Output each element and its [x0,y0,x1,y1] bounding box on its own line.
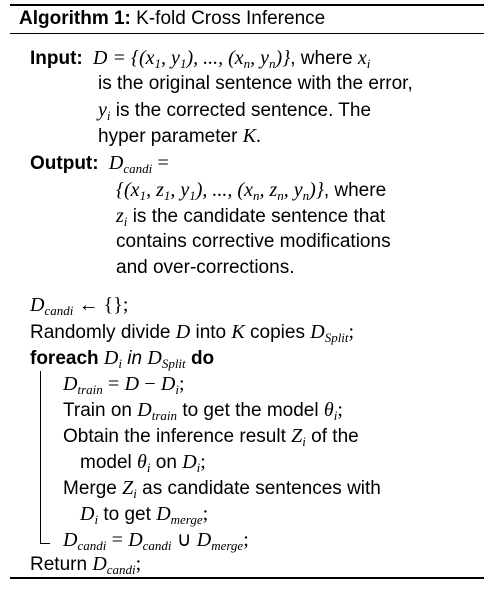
input-line-2: is the original sentence with the error, [98,73,413,94]
return-line: Return $D_{candi}$; [30,553,142,577]
input-line-4: hyper parameter K. [98,125,262,147]
divide-line: Randomly divide D into K copies $D_{Split}$; [30,321,355,345]
input-line-1: Input: $D = \{(x_1$, $y_1$), ..., ($x_n$, $y_n$)}, where $x_i$ [30,47,371,71]
train-model-line: Train on $D_{train}$ to get the model $\theta_i$; [63,399,343,423]
init-line: $D_{candi}$ ← {}; [30,294,129,318]
algorithm-label: Algorithm 1: [19,8,131,29]
output-line-4: contains corrective modifications [116,231,391,252]
algorithm-title: K-fold Cross Inference [136,8,326,29]
header-rule [10,33,484,34]
output-line-2: {($x_1$, $z_1$, $y_1$), ..., ($x_n$, $z_n$, $y_n$)}, where [116,179,387,203]
input-dataset: $D = \{(x_1$, $y_1$), ..., ($x_n$, $y_n$)} [88,47,291,71]
merge-line-2: $D_i$ to get $D_{merge}$; [80,503,209,527]
foreach-line: foreach $D_i$ in $D_{Split}$ do [30,347,215,371]
obtain-line-2: model $\theta_i$ on $D_i$; [80,451,206,475]
union-line: $D_{candi} = D_{candi}$ ∪ $D_{merge}$; [63,529,249,553]
output-line-3: $z_i$ is the candidate sentence that [116,205,386,229]
input-keyword: Input: [30,48,83,69]
input-where: , where [290,48,353,69]
input-line-3: $y_i$ is the corrected sentence. The [98,99,372,123]
output-line-5: and over-corrections. [116,257,295,278]
loop-bracket [40,371,50,544]
obtain-line: Obtain the inference result $Z_i$ of the [63,425,359,449]
algorithm-header [19,7,325,31]
merge-line: Merge $Z_i$ as candidate sentences with [63,477,381,501]
output-keyword: Output: [30,153,99,174]
train-set-line: $D_{train} = D - D_i$; [63,373,185,397]
output-line-1: Output: $D_{candi}$ = [30,152,169,176]
top-rule [10,4,484,6]
bottom-rule [10,577,484,579]
